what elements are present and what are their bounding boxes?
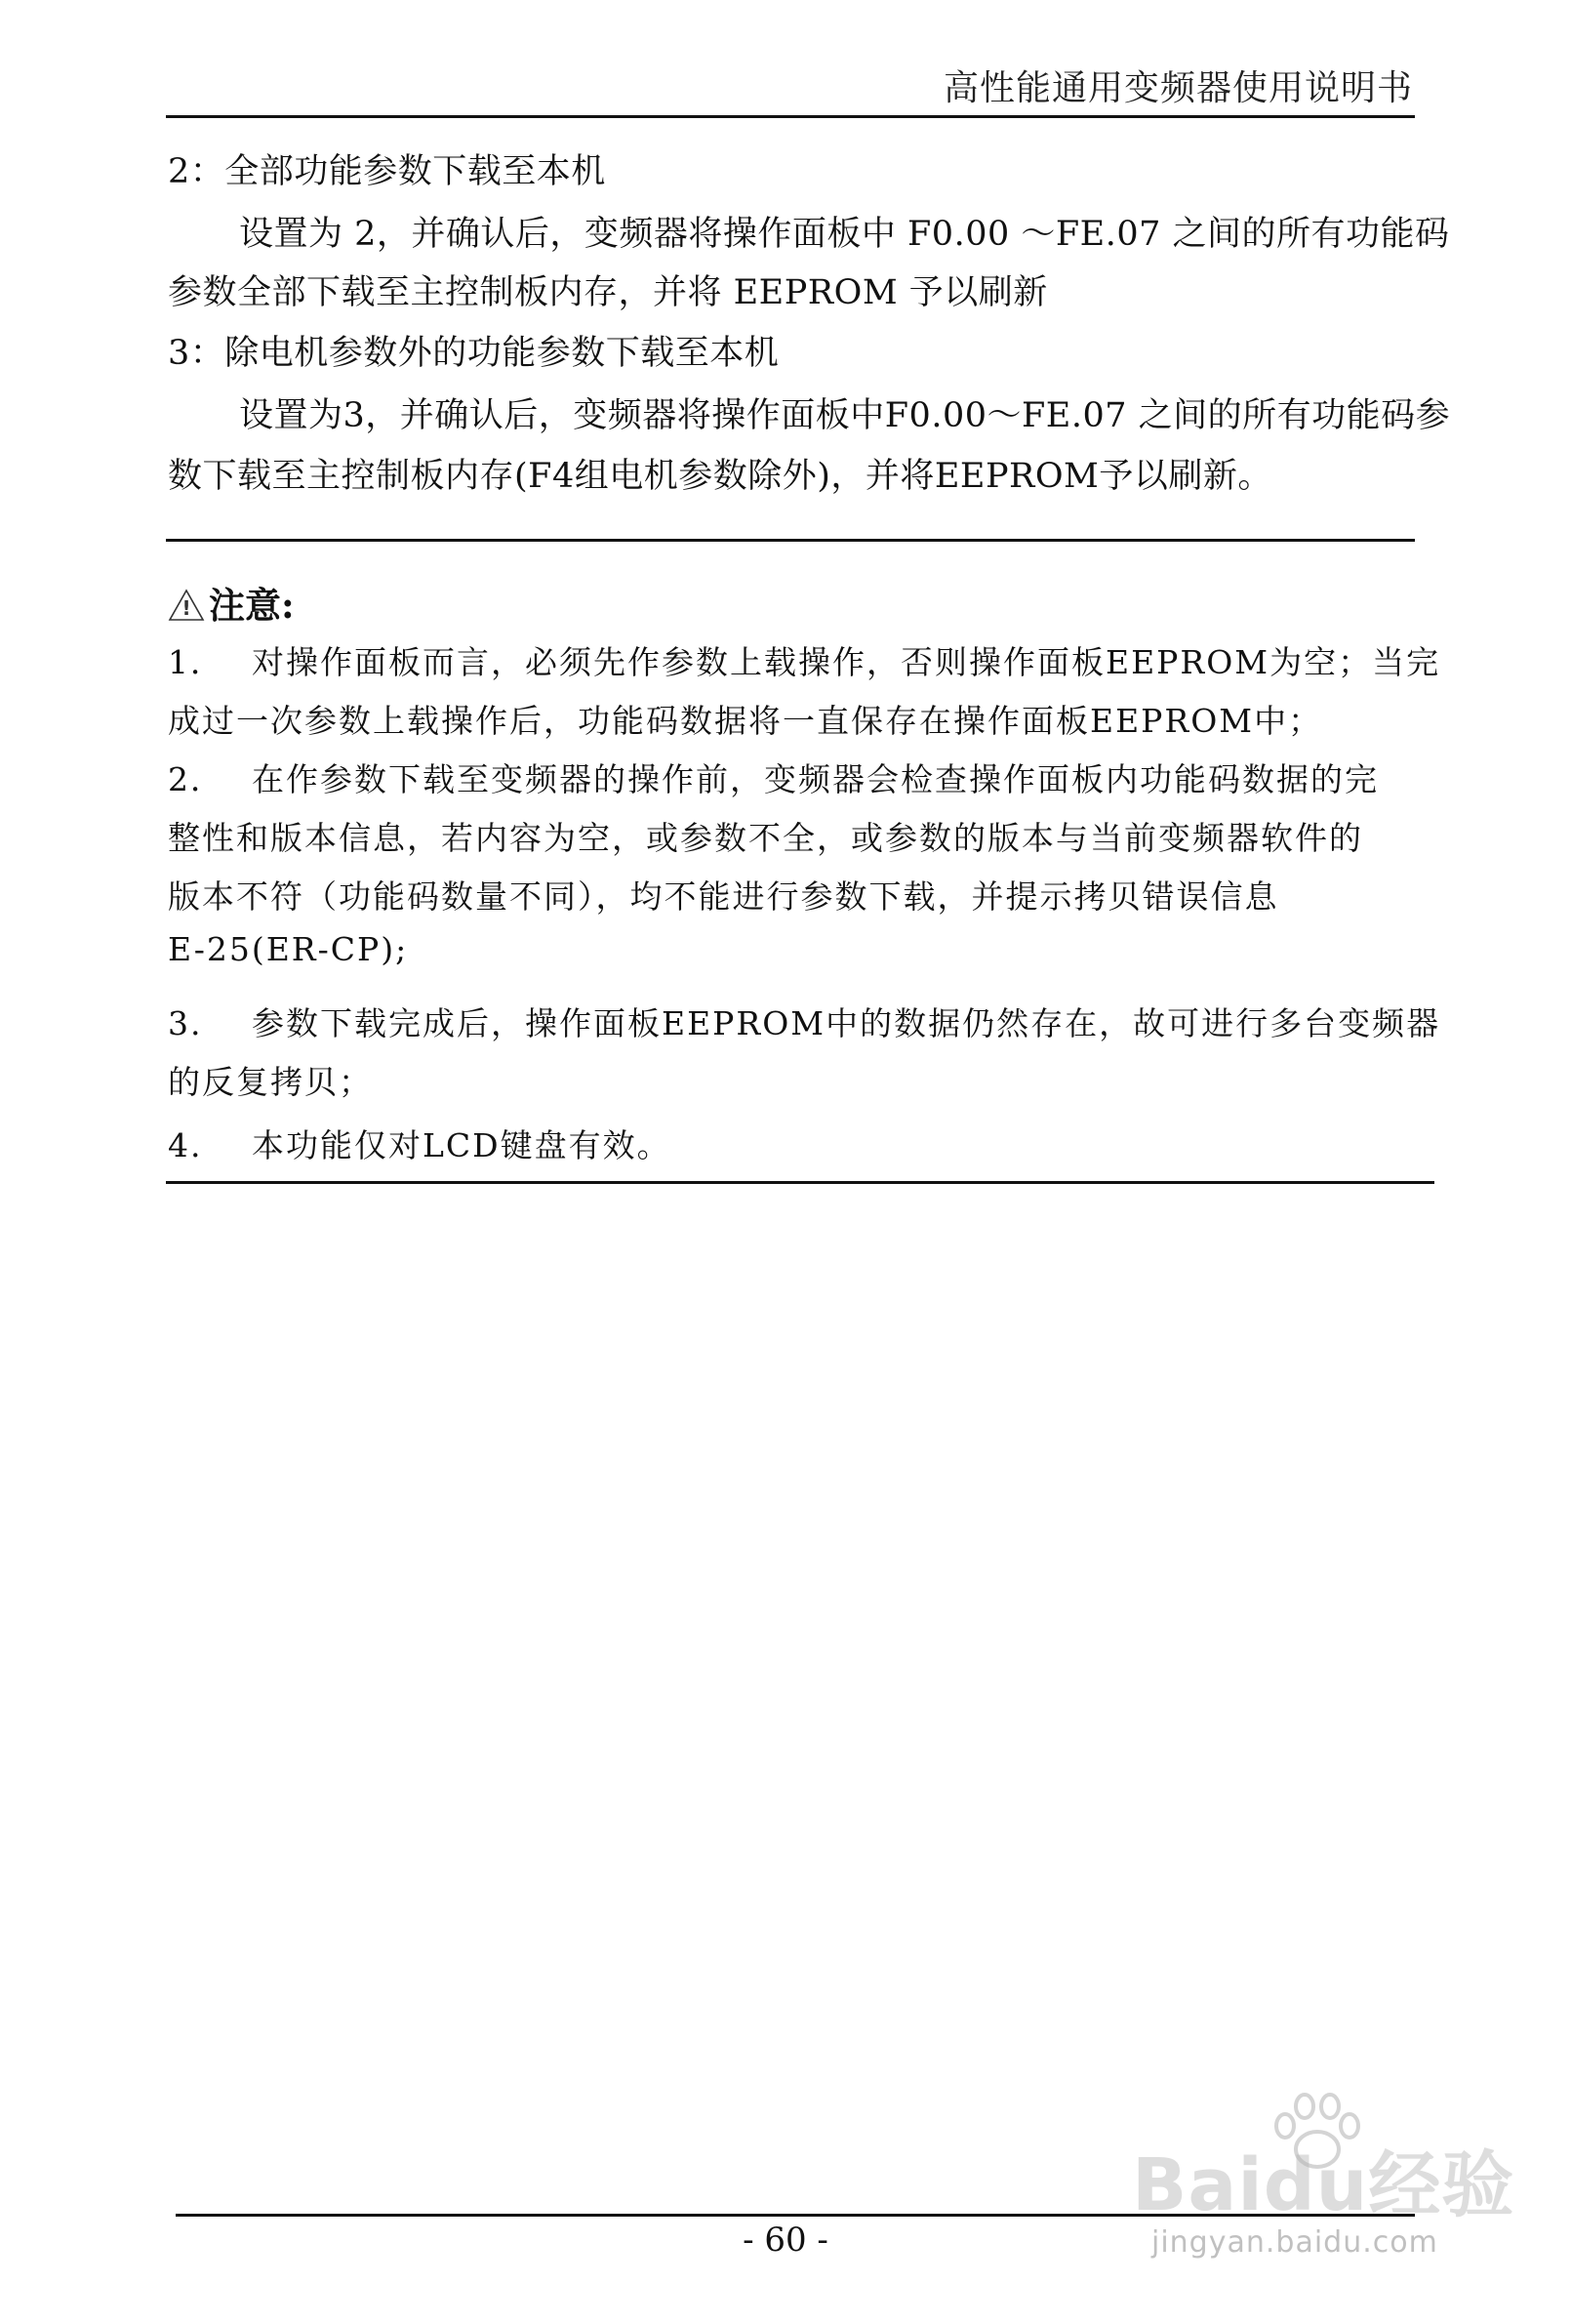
option3-desc-line2: 数下载至主控制板内存(F4组电机参数除外)，并将EEPROM予以刷新。 xyxy=(168,457,1272,496)
note-item-4-number: 4. xyxy=(168,1126,203,1164)
note-heading xyxy=(168,576,295,629)
note-item-2-text: 在作参数下载至变频器的操作前，变频器会检查操作面板内功能码数据的完 xyxy=(252,760,1379,798)
note-item-2-line2: 整性和版本信息，若内容为空，或参数不全，或参数的版本与当前变频器软件的 xyxy=(168,819,1363,857)
header-rule xyxy=(166,115,1415,118)
note-item-1-line1 xyxy=(168,637,1440,683)
option2-desc-line1: 设置为 2，并确认后，变频器将操作面板中 F0.00 ～FE.07 之间的所有功能码 xyxy=(239,215,1450,254)
option2-heading: 2：全部功能参数下载至本机 xyxy=(168,152,606,191)
note-item-1-line2: 成过一次参数上载操作后，功能码数据将一直保存在操作面板EEPROM中； xyxy=(168,702,1323,740)
note-item-1-number: 1． xyxy=(168,643,224,681)
note-item-3-line2: 的反复拷贝； xyxy=(168,1063,373,1101)
header-title: 高性能通用变频器使用说明书 xyxy=(943,68,1413,108)
note-item-2-line3: 版本不符（功能码数量不同），均不能进行参数下载，并提示拷贝错误信息 xyxy=(168,877,1279,916)
note-item-4-line1 xyxy=(168,1121,671,1166)
watermark-url: jingyan.baidu.com xyxy=(1151,2225,1438,2260)
option3-desc-line1: 设置为3，并确认后，变频器将操作面板中F0.00～FE.07 之间的所有功能码参 xyxy=(239,396,1451,435)
note-item-3-line1 xyxy=(168,999,1440,1044)
note-top-rule xyxy=(166,539,1415,542)
warning-icon xyxy=(168,589,205,622)
note-bottom-rule xyxy=(166,1181,1434,1184)
note-item-3-number: 3. xyxy=(168,1004,203,1042)
note-item-1-text: 对操作面板而言，必须先作参数上载操作，否则操作面板EEPROM为空；当完 xyxy=(252,643,1441,681)
note-item-2-line4: E-25(ER-CP); xyxy=(168,930,409,968)
note-item-4-text: 本功能仅对LCD键盘有效。 xyxy=(252,1126,671,1164)
option3-heading: 3：除电机参数外的功能参数下载至本机 xyxy=(168,334,780,373)
note-item-3-text: 参数下载完成后，操作面板EEPROM中的数据仍然存在，故可进行多台变频器 xyxy=(252,1004,1441,1042)
page-number: - 60 - xyxy=(743,2221,828,2260)
watermark-brand: Baidu经验 xyxy=(1132,2143,1515,2227)
note-item-2-number: 2． xyxy=(168,760,224,798)
svg-text:!: ! xyxy=(181,596,191,620)
note-heading-label: 注意: xyxy=(209,584,295,627)
option2-desc-line2: 参数全部下载至主控制板内存，并将 EEPROM 予以刷新 xyxy=(168,273,1048,312)
note-item-2-line1 xyxy=(168,754,1379,800)
baidu-watermark xyxy=(1122,2089,1515,2274)
